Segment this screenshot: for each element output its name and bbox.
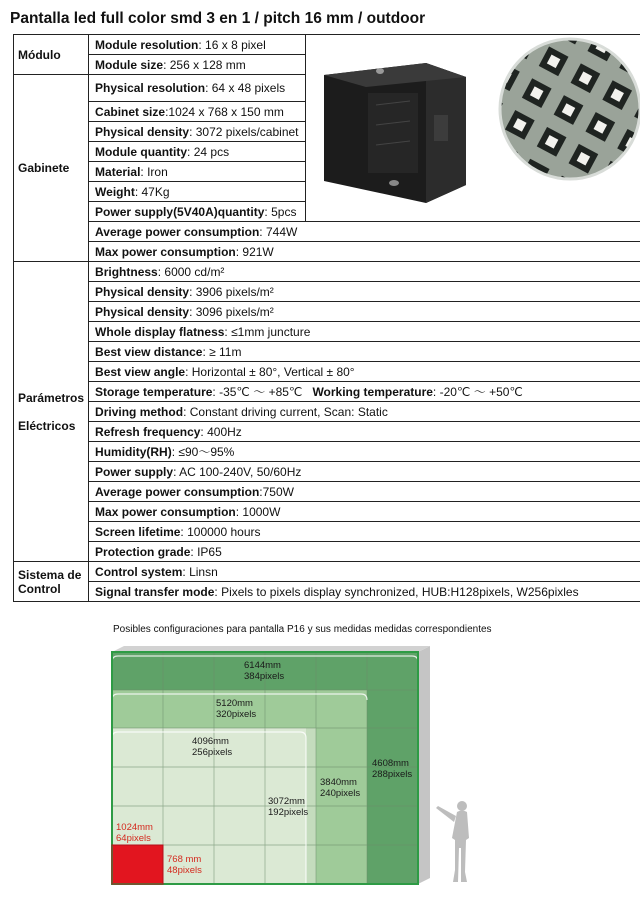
person-silhouette-icon: [436, 801, 469, 882]
spec-cell: Cabinet size:1024 x 768 x 150 mm: [89, 102, 305, 122]
label-6144-mm: 6144mm: [244, 660, 281, 671]
label-768-mm: 768 mm: [167, 854, 202, 865]
spec-cell: Best view distance: ≥ 11m: [89, 342, 640, 362]
spec-cell: Module resolution: 16 x 8 pixel: [89, 35, 305, 55]
spec-cell: Max power consumption: 1000W: [89, 502, 640, 522]
label-3840-px: 240pixels: [320, 788, 361, 799]
spec-cell: Material: Iron: [89, 162, 305, 182]
label-4608-mm: 4608mm: [372, 758, 409, 769]
spec-cell: Physical resolution: 64 x 48 pixels: [89, 75, 305, 102]
spec-cell: Whole display flatness: ≤1mm juncture: [89, 322, 640, 342]
group-sistema: Sistema de Control: [14, 562, 89, 602]
cabinet-unit-red: [112, 845, 163, 884]
spec-cell: Module quantity: 24 pcs: [89, 142, 305, 162]
group-gabinete: Gabinete: [14, 75, 89, 262]
label-3072-mm: 3072mm: [268, 796, 305, 807]
label-1024-px: 64pixels: [116, 833, 151, 844]
spec-cell: Protection grade: IP65: [89, 542, 640, 562]
label-768-px: 48pixels: [167, 865, 202, 876]
label-4096-mm: 4096mm: [192, 736, 229, 747]
label-1024-mm: 1024mm: [116, 822, 153, 833]
spec-cell: Refresh frequency: 400Hz: [89, 422, 640, 442]
spec-cell: Signal transfer mode: Pixels to pixels display synchronized, HUB:H128pixels, W256pixles: [89, 582, 640, 602]
spec-cell: Physical density: 3906 pixels/m²: [89, 282, 640, 302]
group-parametros: Parámetros Eléctricos: [14, 262, 89, 562]
spec-cell: Module size: 256 x 128 mm: [89, 55, 305, 75]
spec-cell: Power supply(5V40A)quantity: 5pcs: [89, 202, 305, 222]
label-3072-px: 192pixels: [268, 807, 309, 818]
spec-cell: Max power consumption: 921W: [89, 242, 640, 262]
label-4608-px: 288pixels: [372, 769, 413, 780]
group-modulo: Módulo: [14, 35, 89, 75]
label-4096-px: 256pixels: [192, 747, 233, 758]
spec-cell: Average power consumption:750W: [89, 482, 640, 502]
spec-cell: Physical density: 3096 pixels/m²: [89, 302, 640, 322]
spec-cell: Brightness: 6000 cd/m²: [89, 262, 640, 282]
spec-cell: Driving method: Constant driving current, Scan: Static: [89, 402, 640, 422]
spec-cell: Power supply: AC 100-240V, 50/60Hz: [89, 462, 640, 482]
spec-cell: Average power consumption: 744W: [89, 222, 640, 242]
spec-cell: Humidity(RH): ≤90～95%: [89, 442, 640, 462]
label-5120-px: 320pixels: [216, 709, 257, 720]
spec-cell: Physical density: 3072 pixels/cabinet: [89, 122, 305, 142]
spec-cell: Weight: 47Kg: [89, 182, 305, 202]
spec-cell: Storage temperature: -35℃ ～ +85℃ Working temperature: -20℃ ～ +50℃: [89, 382, 640, 402]
wall-depth-side: [418, 646, 430, 884]
label-5120-mm: 5120mm: [216, 698, 253, 709]
spec-cell: Control system: Linsn: [89, 562, 640, 582]
diagram-caption: Posibles configuraciones para pantalla P16 y sus medidas medidas correspondientes: [113, 624, 492, 635]
spec-cell: Best view angle: Horizontal ± 80°, Vertical ± 80°: [89, 362, 640, 382]
label-6144-px: 384pixels: [244, 671, 285, 682]
spec-cell: Screen lifetime: 100000 hours: [89, 522, 640, 542]
label-3840-mm: 3840mm: [320, 777, 357, 788]
page-title: Pantalla led full color smd 3 en 1 / pitch 16 mm / outdoor: [10, 10, 426, 27]
